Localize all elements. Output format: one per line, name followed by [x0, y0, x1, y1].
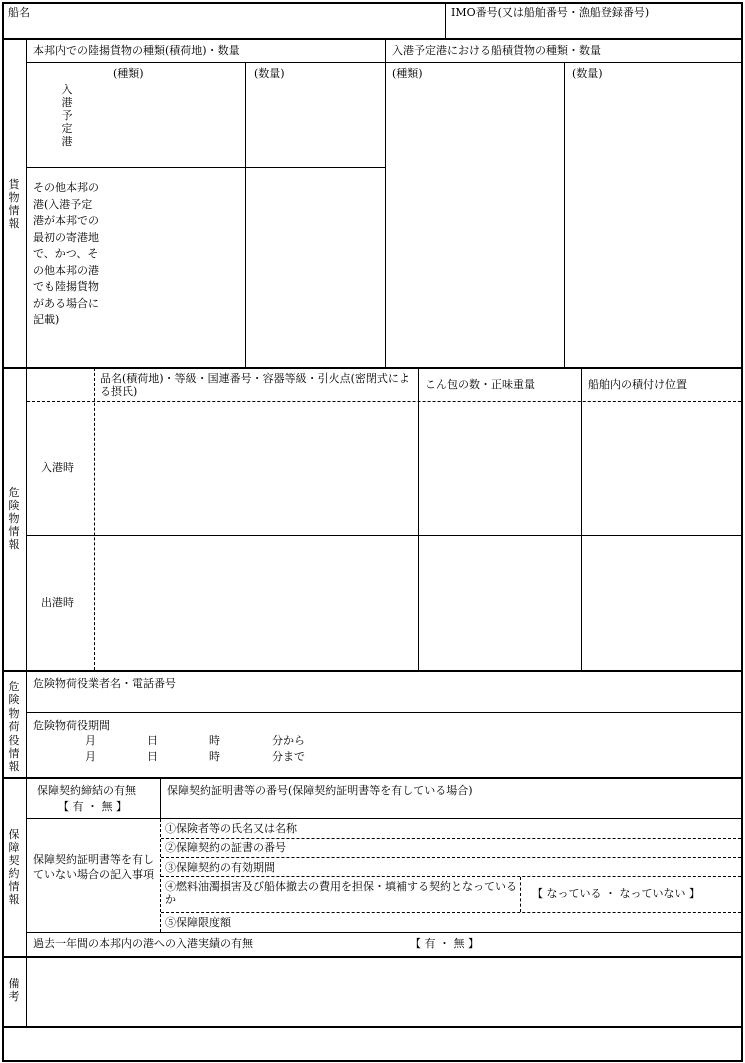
arrival-packages[interactable]: [421, 404, 579, 533]
no-certificate-label: 保障契約証明書等を有していない場合の記入事項: [33, 853, 154, 881]
certificate-number-label: 保障契約証明書等の番号(保障契約証明書等を有している場合): [167, 784, 473, 797]
footer-input[interactable]: [8, 1033, 736, 1055]
certificate-number-input[interactable]: [168, 800, 734, 816]
ship-name-input[interactable]: [10, 20, 440, 36]
contract-status-choice[interactable]: 【 有 ・ 無 】: [58, 800, 127, 813]
ship-name-label: 船名: [8, 6, 30, 19]
oil-pollution-contract-choice[interactable]: 【 なっている ・ なっていない 】: [532, 887, 700, 900]
goods-name-column-header: 品名(積荷地)・等級・国連番号・容器等級・引火点(密閉式による摂氏): [100, 372, 410, 398]
unload-quantity-label: (数量): [254, 67, 285, 80]
arrival-goods-name[interactable]: [97, 404, 416, 533]
period-to-day: 日: [147, 750, 158, 763]
imo-number-label: IMO番号(又は船舶番号・漁船登録番号): [451, 6, 650, 19]
packages-column-header: こん包の数・正味重量: [425, 378, 535, 391]
certificate-id-label: ②保障契約の証書の番号: [165, 841, 286, 854]
departure-row-label: 出港時: [41, 596, 74, 609]
arrival-port-cargo-kind[interactable]: [80, 82, 242, 164]
unload-kind-label: (種類): [113, 67, 144, 80]
departure-packages[interactable]: [421, 538, 579, 668]
departure-goods-name[interactable]: [97, 538, 416, 668]
period-to-hour: 時: [209, 750, 220, 763]
period-from-month: 月: [85, 734, 96, 747]
loading-cargo-qty[interactable]: [567, 82, 739, 365]
handling-period-label: 危険物荷役期間: [33, 719, 110, 732]
load-quantity-label: (数量): [572, 67, 603, 80]
period-to-month: 月: [85, 750, 96, 763]
insurance-section-label: 保障契約情報: [8, 828, 20, 906]
port-entry-history-label: 過去一年間の本邦内の港への入港実績の有無: [33, 937, 253, 950]
cargo-section-label: 貨物情報: [8, 178, 20, 230]
remarks-textarea[interactable]: [30, 960, 739, 1024]
load-kind-label: (種類): [392, 67, 423, 80]
arrival-row-label: 入港時: [41, 461, 74, 474]
period-from-hour: 時: [209, 734, 220, 747]
arrival-port-cargo-qty[interactable]: [248, 82, 383, 164]
imo-number-input[interactable]: [452, 20, 737, 36]
arrival-port-label: 入港予定港: [61, 83, 73, 148]
other-port-cargo-qty[interactable]: [248, 170, 383, 364]
handling-operator-label: 危険物荷役業者名・電話番号: [33, 677, 176, 690]
loading-cargo-kind[interactable]: [388, 82, 562, 365]
period-from-suffix: 分から: [272, 734, 305, 747]
contract-status-label: 保障契約締結の有無: [37, 784, 136, 797]
departure-stowage-position[interactable]: [584, 538, 739, 668]
period-from-day: 日: [147, 734, 158, 747]
port-entry-history-choice[interactable]: 【 有 ・ 無 】: [410, 937, 479, 950]
unloading-cargo-header: 本邦内での陸揚貨物の種類(積荷地)・数量: [33, 44, 240, 57]
oil-pollution-contract-label: ④燃料油濁損害及び船体撤去の費用を担保・填補する契約となっているか: [165, 880, 517, 906]
loading-cargo-header: 入港予定港における船積貨物の種類・数量: [392, 44, 601, 57]
arrival-stowage-position[interactable]: [584, 404, 739, 533]
handling-operator-input[interactable]: [34, 692, 734, 708]
coverage-limit-label: ⑤保障限度額: [165, 916, 231, 929]
other-port-cargo-kind[interactable]: [106, 170, 243, 364]
dangerous-goods-section-label: 危険物情報: [8, 486, 20, 551]
remarks-section-label: 備考: [8, 977, 20, 1003]
period-to-suffix: 分まで: [272, 750, 305, 763]
other-port-note: その他本邦の港(入港予定港が本邦での最初の寄港地で、かつ、その他本邦の港でも陸揚貨物がある場合に記載): [33, 181, 99, 326]
validity-period-label: ③保障契約の有効期間: [165, 861, 275, 874]
stowage-position-column-header: 船舶内の積付け位置: [588, 378, 687, 391]
handling-section-label: 危険物荷役情報: [8, 680, 20, 774]
insurer-name-label: ①保険者等の氏名又は名称: [165, 822, 297, 835]
